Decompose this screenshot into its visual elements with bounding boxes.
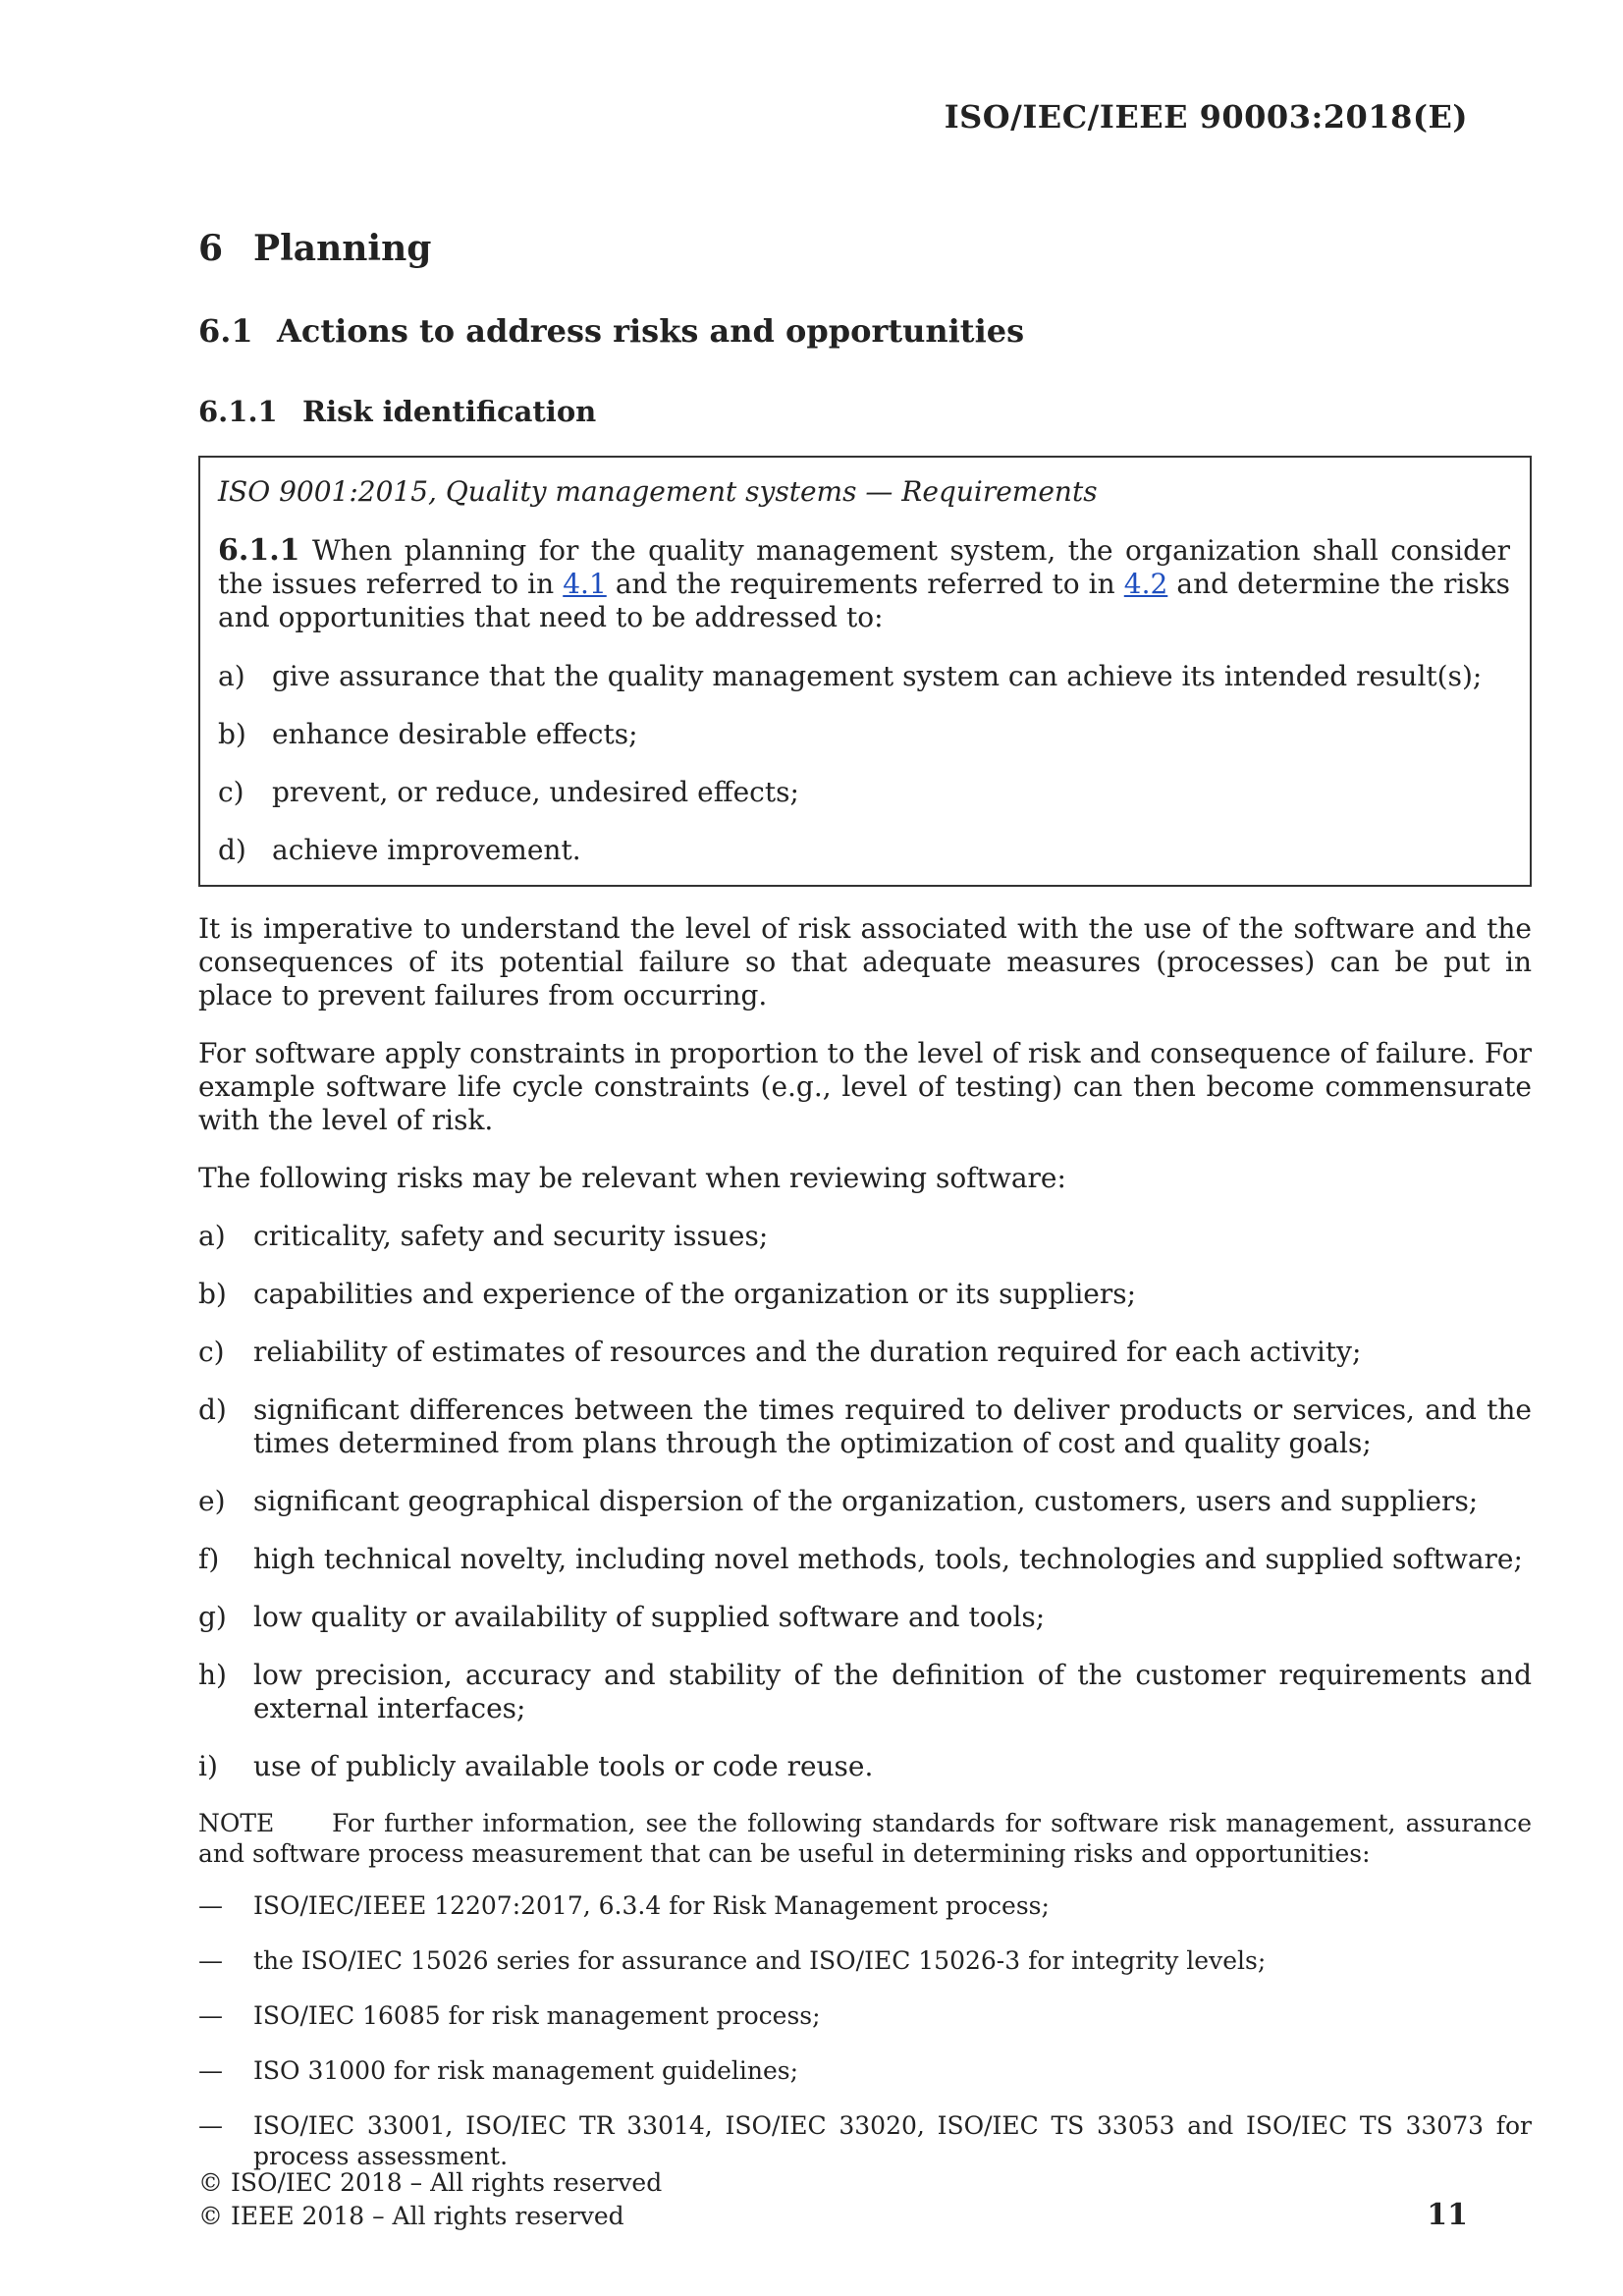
list-item-label: a) [198, 1220, 226, 1252]
clause-4-2-link[interactable]: 4.2 [1123, 568, 1168, 600]
list-item-text: significant differences between the times required to deliver products or services, and the times determined from plans through the optimization of cost and quality goals; [253, 1394, 1532, 1459]
quote-clause-number: 6.1.1 [218, 533, 300, 568]
note-text: For further information, see the following standards for software risk management, assurance and software process measurement that can be useful in determining risks and opportunities: [198, 1809, 1532, 1868]
list-item [198, 1945, 1532, 1976]
list-item-label: b) [198, 1278, 227, 1310]
list-item-label: e) [198, 1485, 226, 1517]
list-item-text: ISO 31000 for risk management guidelines; [253, 2056, 799, 2085]
list-item-text: achieve improvement. [272, 834, 581, 866]
note-label: NOTE [198, 1809, 275, 1837]
quote-clause-text [218, 534, 1510, 634]
list-item [198, 1220, 1532, 1253]
list-item [198, 1750, 1532, 1783]
list-item [198, 2055, 1532, 2086]
page-content [198, 228, 1532, 2196]
quote-source: ISO 9001:2015, Quality management systems — Requirements [218, 475, 1098, 508]
list-item-text: reliability of estimates of resources and the duration required for each activity; [253, 1336, 1362, 1368]
list-item-text: give assurance that the quality management system can achieve its intended result(s); [272, 660, 1483, 692]
list-item [198, 2000, 1532, 2031]
list-item [218, 834, 1510, 867]
subsection-heading [198, 312, 1532, 350]
dash-bullet: — [198, 2056, 223, 2085]
list-item-text: capabilities and experience of the organization or its suppliers; [253, 1278, 1137, 1310]
note [198, 1808, 1532, 1869]
list-item [198, 1278, 1532, 1311]
list-item-label: b) [218, 718, 246, 750]
list-item-label: d) [198, 1394, 227, 1426]
subsubsection-heading [198, 395, 1532, 428]
subsection-number: 6.1 [198, 312, 253, 350]
standards-list [198, 1890, 1532, 2171]
copyright-ieee: © IEEE 2018 – All rights reserved [198, 2202, 624, 2230]
list-item-label: i) [198, 1750, 218, 1782]
quote-item-list [218, 660, 1510, 867]
list-item [218, 660, 1510, 693]
quote-text-part: and the requirements referred to in [615, 568, 1115, 600]
list-item-label: c) [198, 1336, 225, 1368]
quote-text-part: and determine the risks and opportunities that need to be addressed to: [218, 568, 1511, 633]
section-number: 6 [198, 228, 224, 269]
subsection-title: Actions to address risks and opportunities [277, 312, 1025, 350]
dash-bullet: — [198, 1891, 223, 1920]
list-item-text: low quality or availability of supplied software and tools; [253, 1601, 1046, 1633]
list-item-text: use of publicly available tools or code reuse. [253, 1750, 874, 1782]
document-identifier: ISO/IEC/IEEE 90003:2018(E) [944, 98, 1468, 136]
quote-text-part: When planning for the quality management system, the organization shall consider the issues referred to in [218, 534, 1510, 600]
section-title: Planning [253, 228, 432, 269]
dash-bullet: — [198, 1946, 223, 1975]
quoted-requirement-box [198, 456, 1532, 887]
list-item [198, 1394, 1532, 1460]
clause-4-1-link[interactable]: 4.1 [563, 568, 607, 600]
list-item [198, 1485, 1532, 1518]
list-item [198, 2110, 1532, 2171]
list-item [218, 718, 1510, 751]
list-item-text: criticality, safety and security issues; [253, 1220, 769, 1252]
list-item [198, 1543, 1532, 1576]
list-item [198, 1659, 1532, 1725]
list-item [198, 1890, 1532, 1921]
list-item-text: low precision, accuracy and stability of the definition of the customer requirements and external interfaces; [253, 1659, 1532, 1724]
page-number: 11 [1427, 2198, 1468, 2232]
subsubsection-title: Risk identification [302, 395, 597, 428]
list-item-text: high technical novelty, including novel methods, tools, technologies and supplied software; [253, 1543, 1523, 1575]
dash-bullet: — [198, 2111, 223, 2140]
list-item-text: ISO/IEC 16085 for risk management process; [253, 2001, 821, 2030]
list-item [198, 1601, 1532, 1634]
section-heading [198, 228, 1532, 269]
copyright-iso: © ISO/IEC 2018 – All rights reserved [198, 2168, 663, 2197]
subsubsection-number: 6.1.1 [198, 395, 278, 428]
paragraph: The following risks may be relevant when reviewing software: [198, 1162, 1066, 1194]
list-item-label: h) [198, 1659, 227, 1691]
list-item [218, 776, 1510, 809]
list-item-label: f) [198, 1543, 220, 1575]
list-item-text: enhance desirable effects; [272, 718, 638, 750]
list-item-label: c) [218, 776, 244, 808]
paragraph: For software apply constraints in proportion to the level of risk and consequence of failure. For example software life cycle constraints (e.g., level of testing) can then become commensurate with the level of risk. [198, 1037, 1532, 1136]
list-item-label: a) [218, 660, 245, 692]
dash-bullet: — [198, 2001, 223, 2030]
list-item-text: prevent, or reduce, undesired effects; [272, 776, 799, 808]
list-item [198, 1336, 1532, 1369]
list-item-text: ISO/IEC/IEEE 12207:2017, 6.3.4 for Risk Management process; [253, 1891, 1050, 1920]
list-item-text: significant geographical dispersion of the organization, customers, users and suppliers; [253, 1485, 1479, 1517]
paragraph: It is imperative to understand the level of risk associated with the use of the software and the consequences of its potential failure so that adequate measures (processes) can be put in place to prevent failures from occurring. [198, 912, 1532, 1011]
page-footer [198, 2166, 662, 2233]
list-item-label: d) [218, 834, 246, 866]
list-item-text: ISO/IEC 33001, ISO/IEC TR 33014, ISO/IEC 33020, ISO/IEC TS 33053 and ISO/IEC TS 33073 for process assessment. [253, 2111, 1532, 2170]
list-item-label: g) [198, 1601, 227, 1633]
risk-list [198, 1220, 1532, 1783]
list-item-text: the ISO/IEC 15026 series for assurance and ISO/IEC 15026-3 for integrity levels; [253, 1946, 1267, 1975]
